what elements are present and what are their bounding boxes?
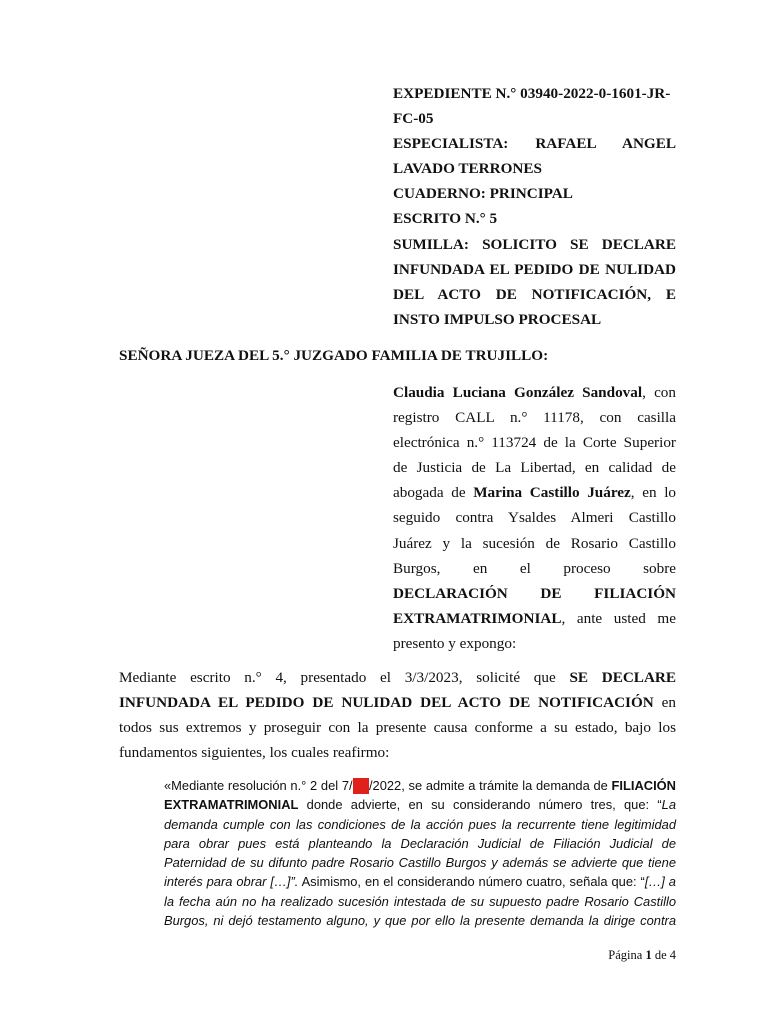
body-paragraph [119, 665, 676, 765]
intro-paragraph [393, 380, 676, 656]
especialista-line-1: ESPECIALISTA: RAFAEL ANGEL [393, 135, 676, 153]
body-line: todos sus extremos y proseguir con la presente causa conforme a su estado, bajo los [119, 719, 676, 737]
sumilla-line-2: INFUNDADA EL PEDIDO DE NULIDAD [393, 260, 676, 278]
intro-line: registro CALL n.° 11178, con casilla [393, 409, 676, 427]
intro-line: electrónica n.° 113724 de la Corte Superior [393, 434, 676, 452]
cuaderno-line: CUADERNO: PRINCIPAL [393, 185, 573, 203]
especialista-line-2: LAVADO TERRONES [393, 160, 542, 178]
intro-line: Burgos, en el proceso sobre [393, 559, 677, 577]
intro-line: EXTRAMATRIMONIAL, ante usted me [393, 609, 676, 627]
sumilla-line-3: DEL ACTO DE NOTIFICACIÓN, E [393, 285, 676, 303]
intro-line: presento y expongo: [393, 634, 517, 652]
block-quote [164, 776, 676, 930]
body-line: INFUNDADA EL PEDIDO DE NULIDAD DEL ACTO DE NOTIFICACIÓN en [119, 694, 676, 712]
intro-line: Claudia Luciana González Sandoval, con [393, 384, 676, 401]
quote-line: EXTRAMATRIMONIAL donde advierte, en su considerando número tres, que: “La [164, 797, 676, 813]
quote-line: la fecha aún no ha realizado sucesión intestada de su supuesto padre Rosario Castillo [164, 893, 676, 909]
expediente-line-1: EXPEDIENTE N.° 03940-2022-0-1601-JR- [393, 85, 671, 102]
quote-line: para obrar pues está planteando la Declaración Judicial de Filiación Judicial de [164, 835, 676, 851]
quote-line: interés para obrar […]”. Asimismo, en el considerando número cuatro, señala que: “[…] a [164, 874, 676, 890]
escrito-line: ESCRITO N.° 5 [393, 210, 498, 228]
addressee: SEÑORA JUEZA DEL 5.° JUZGADO FAMILIA DE TRUJILLO: [119, 347, 549, 364]
intro-line: de Justicia de La Libertad, en calidad de [393, 459, 676, 477]
quote-line: Burgos, ni dejó testamento alguno, y que por ello la presente demanda la dirige contra [164, 913, 676, 929]
sumilla-line-1: SUMILLA: SOLICITO SE DECLARE [393, 235, 676, 253]
body-line: fundamentos siguientes, los cuales reafirmo: [119, 744, 390, 762]
expediente-line-2: FC-05 [393, 110, 434, 128]
intro-line: seguido contra Ysaldes Almeri Castillo [393, 509, 676, 527]
intro-line: abogada de Marina Castillo Juárez, en lo [393, 484, 677, 502]
intro-line: Juárez y la sucesión de Rosario Castillo [393, 534, 676, 552]
sumilla-line-4: INSTO IMPULSO PROCESAL [393, 310, 602, 328]
page-number: Página 1 de 4 [608, 948, 676, 962]
quote-line: Paternidad de su difunto padre Rosario Castillo Burgos y además se advierte que tiene [164, 855, 676, 871]
quote-line: demanda cumple con las condiciones de la acción pues la recurrente tiene legitimidad [164, 816, 676, 832]
body-line: Mediante escrito n.° 4, presentado el 3/3/2023, solicité que SE DECLARE [119, 669, 677, 686]
quote-line: «Mediante resolución n.° 2 del 7/12/2022, se admite a trámite la demanda de FILIACIÓN [164, 778, 676, 793]
case-header [393, 81, 676, 332]
intro-line: DECLARACIÓN DE FILIACIÓN [393, 584, 676, 602]
redaction-mark: 12 [353, 778, 368, 793]
